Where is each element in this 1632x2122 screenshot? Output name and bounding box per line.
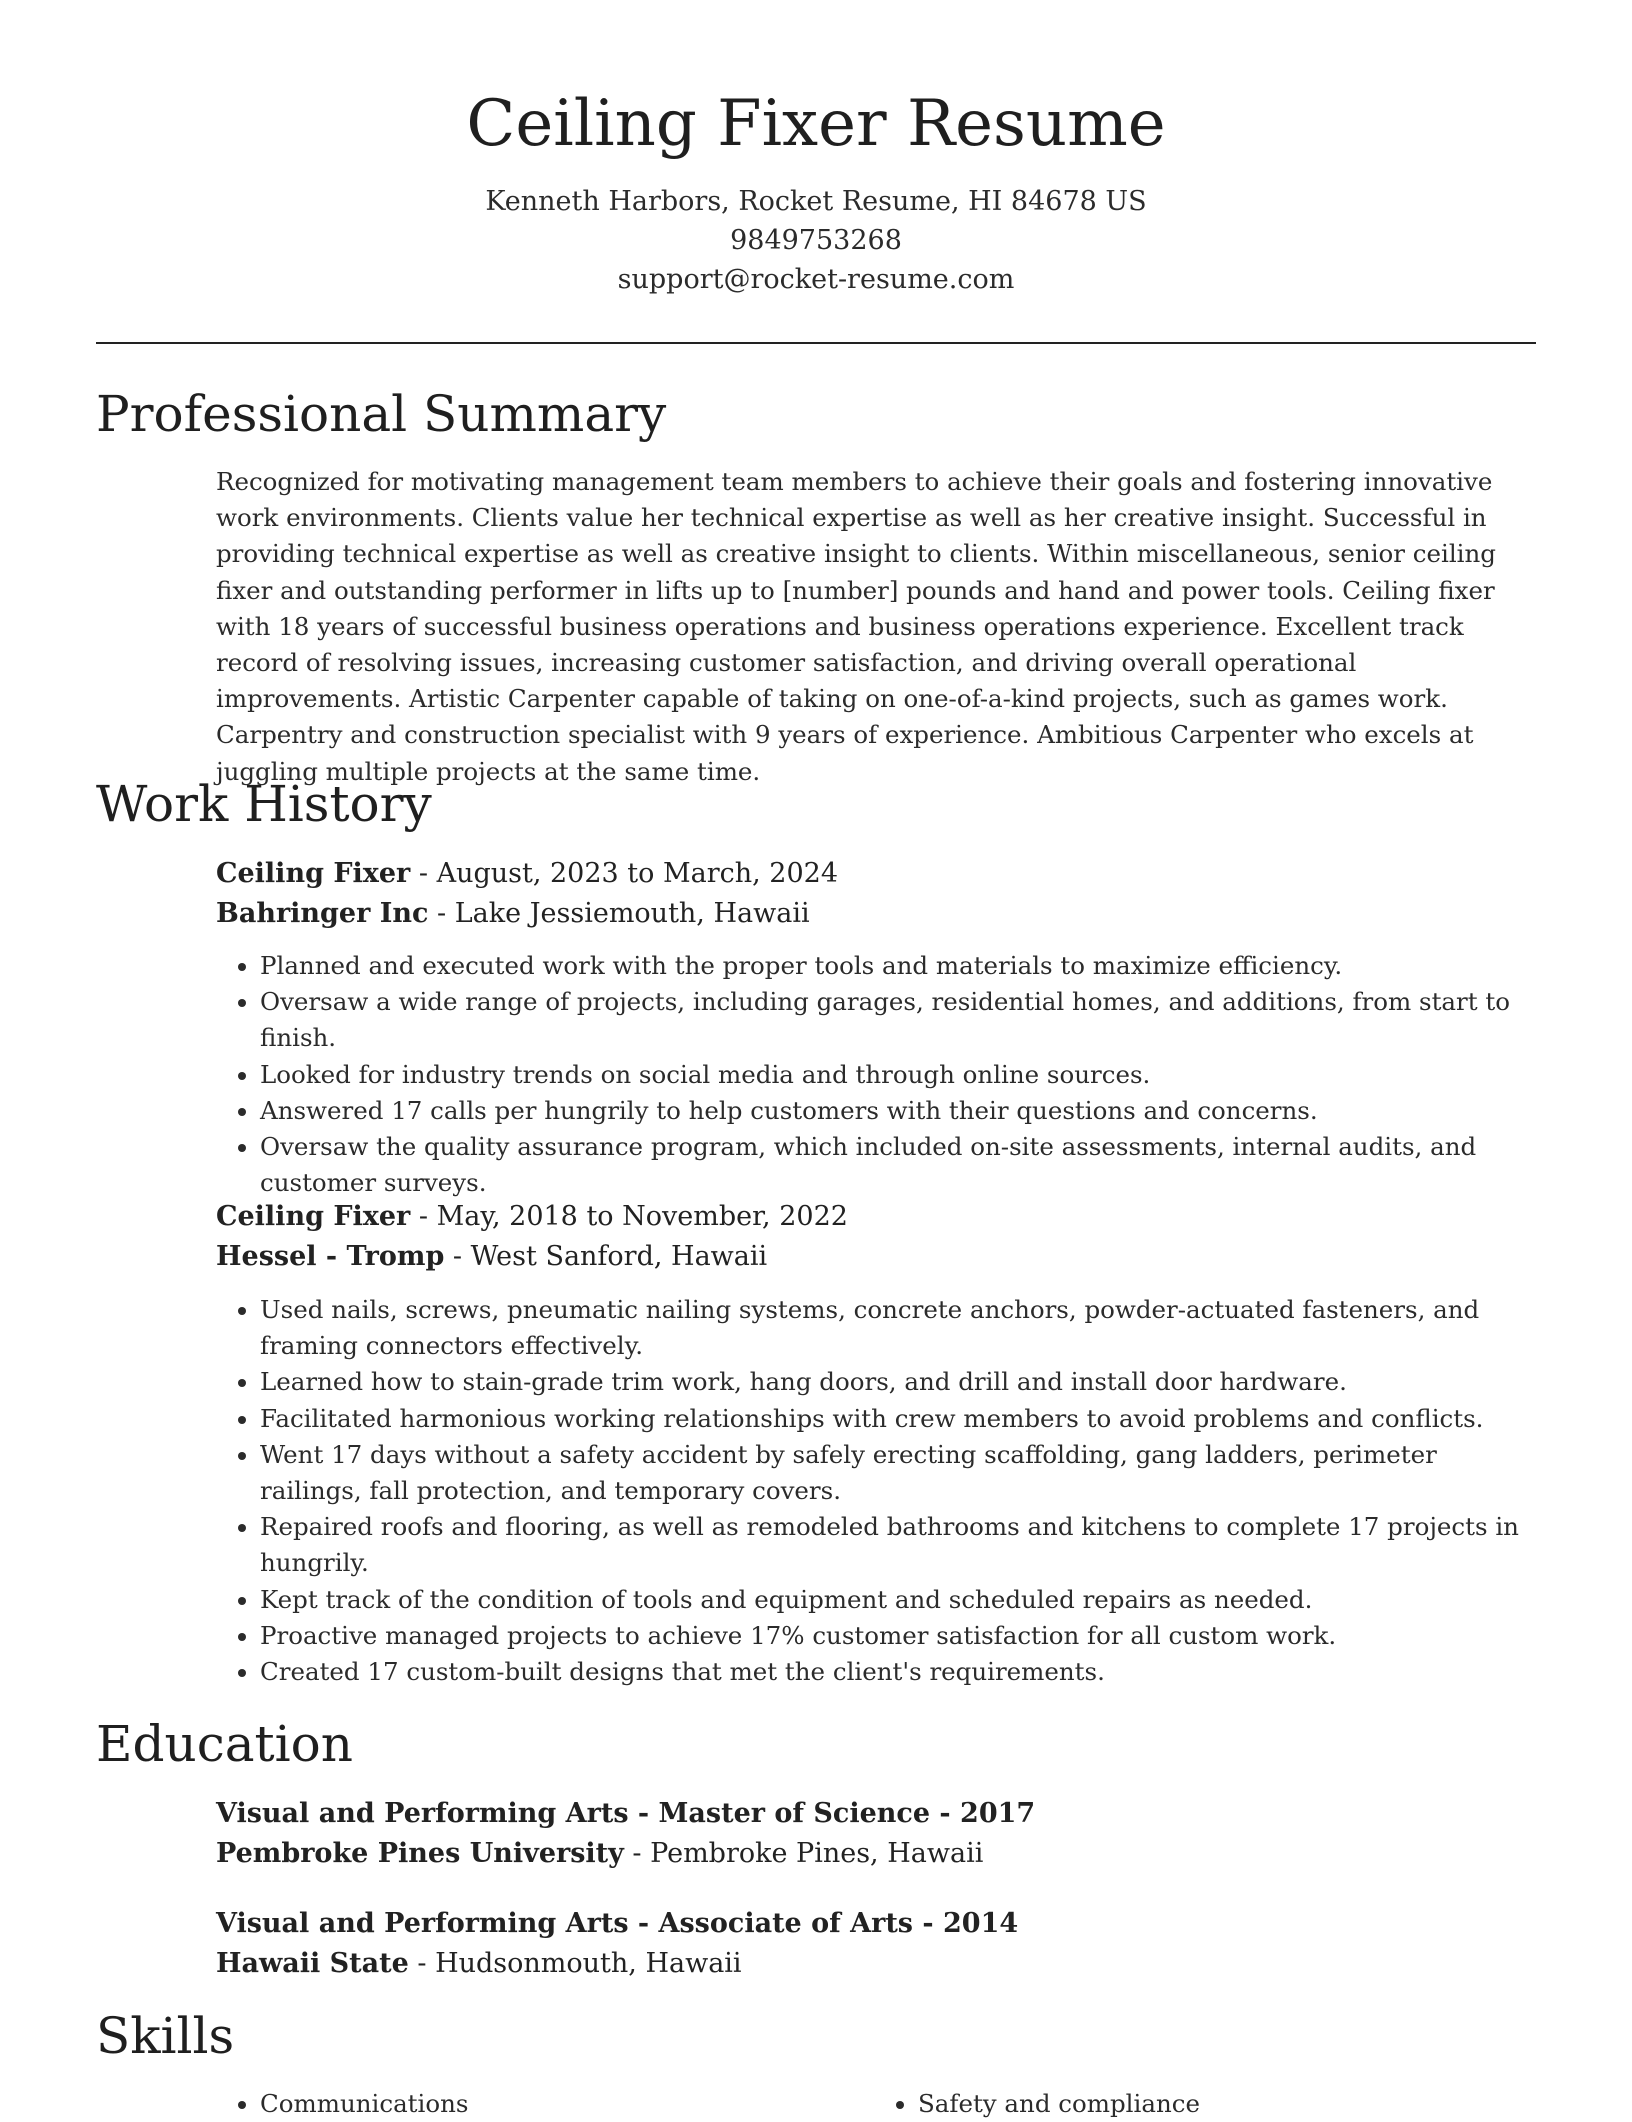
education-1-school: Pembroke Pines University bbox=[216, 1838, 624, 1869]
job-1-company: Bahringer Inc bbox=[216, 898, 429, 929]
list-item: • Learned how to stain-grade trim work, hang doors, and drill and install door hardware. bbox=[260, 1364, 1536, 1400]
list-item: • Kept track of the condition of tools and equipment and scheduled repairs as needed. bbox=[260, 1582, 1536, 1618]
skills-list bbox=[216, 2086, 1536, 2122]
list-item: • Facilitated harmonious working relationships with crew members to avoid problems and conflicts. bbox=[260, 1401, 1536, 1437]
list-item: • Repaired roofs and flooring, as well as remodeled bathrooms and kitchens to complete 17 projects in hungrily. bbox=[260, 1509, 1536, 1581]
contact-email: support@rocket-resume.com bbox=[617, 264, 1015, 295]
list-item: • Planned and executed work with the proper tools and materials to maximize efficiency. bbox=[260, 948, 1536, 984]
header-divider bbox=[96, 342, 1536, 344]
education-1-school-line bbox=[216, 1834, 1536, 1874]
list-item: • Looked for industry trends on social media and through online sources. bbox=[260, 1057, 1536, 1093]
resume-title: Ceiling Fixer Resume bbox=[466, 87, 1166, 161]
skill-item: • Safety and compliance bbox=[918, 2086, 1536, 2122]
list-item: • Proactive managed projects to achieve 17% customer satisfaction for all custom work. bbox=[260, 1618, 1536, 1654]
job-1-title-line bbox=[216, 854, 1536, 894]
education-entry-2 bbox=[216, 1904, 1536, 1984]
education-1-location: - Pembroke Pines, Hawaii bbox=[623, 1838, 984, 1869]
list-item: • Created 17 custom-built designs that met the client's requirements. bbox=[260, 1654, 1536, 1690]
job-2-bullets bbox=[216, 1292, 1536, 1690]
skill-item: • Communications bbox=[260, 2086, 878, 2122]
job-2-dates: - May, 2018 to November, 2022 bbox=[410, 1201, 848, 1232]
education-entry-1 bbox=[216, 1794, 1536, 1874]
education-heading: Education bbox=[96, 1715, 353, 1773]
education-2-school-line bbox=[216, 1944, 1536, 1984]
list-item: • Oversaw a wide range of projects, including garages, residential homes, and additions, from start to finish. bbox=[260, 984, 1536, 1056]
contact-phone: 9849753268 bbox=[730, 225, 902, 256]
resume-header bbox=[96, 80, 1536, 299]
job-2-company-line bbox=[216, 1237, 1536, 1277]
contact-address: Kenneth Harbors, Rocket Resume, HI 84678 US bbox=[485, 186, 1147, 217]
skills-heading: Skills bbox=[96, 2007, 235, 2065]
education-2-location: - Hudsonmouth, Hawaii bbox=[408, 1948, 742, 1979]
contact-block bbox=[96, 182, 1536, 299]
list-item: • Used nails, screws, pneumatic nailing systems, concrete anchors, powder-actuated fasteners, and framing connectors effectively. bbox=[260, 1292, 1536, 1364]
education-2-degree: Visual and Performing Arts - Associate of Arts - 2014 bbox=[216, 1908, 1019, 1939]
education-2-school: Hawaii State bbox=[216, 1948, 409, 1979]
job-2-location: - West Sanford, Hawaii bbox=[444, 1241, 768, 1272]
job-1-dates: - August, 2023 to March, 2024 bbox=[410, 858, 839, 889]
job-1-header bbox=[216, 854, 1536, 934]
job-2-title-line bbox=[216, 1197, 1536, 1237]
job-1-location: - Lake Jessiemouth, Hawaii bbox=[428, 898, 810, 929]
job-2-header bbox=[216, 1197, 1536, 1277]
summary-heading: Professional Summary bbox=[96, 385, 667, 443]
summary-text: Recognized for motivating management team members to achieve their goals and fostering innovative work environments. Clients value her technical expertise as well as her creative insight. Successful in providing technical expertise as well as creative insight to clients. Within miscellaneous, senior ceiling fixer and outstanding performer in lifts up to [number] pounds and hand and power tools. Ceiling fixer with 18 years of successful business operations and business operations experience. Excellent track record of resolving issues, increasing customer satisfaction, and driving overall operational improvements. Artistic Carpenter capable of taking on one-of-a-kind projects, such as games work. Carpentry and construction specialist with 9 years of experience. Ambitious Carpenter who excels at juggling multiple projects at the same time. bbox=[216, 467, 1496, 786]
list-item: • Answered 17 calls per hungrily to help customers with their questions and concerns. bbox=[260, 1093, 1536, 1129]
education-1-degree: Visual and Performing Arts - Master of Science - 2017 bbox=[216, 1798, 1036, 1829]
job-2-company: Hessel - Tromp bbox=[216, 1241, 445, 1272]
list-item: • Went 17 days without a safety accident by safely erecting scaffolding, gang ladders, perimeter railings, fall protection, and temporary covers. bbox=[260, 1437, 1536, 1509]
job-1-title: Ceiling Fixer bbox=[216, 858, 411, 889]
job-2-title: Ceiling Fixer bbox=[216, 1201, 411, 1232]
work-history-heading: Work History bbox=[96, 775, 432, 833]
list-item: • Oversaw the quality assurance program, which included on-site assessments, internal audits, and customer surveys. bbox=[260, 1129, 1536, 1201]
job-1-company-line bbox=[216, 894, 1536, 934]
job-1-bullets bbox=[216, 948, 1536, 1201]
